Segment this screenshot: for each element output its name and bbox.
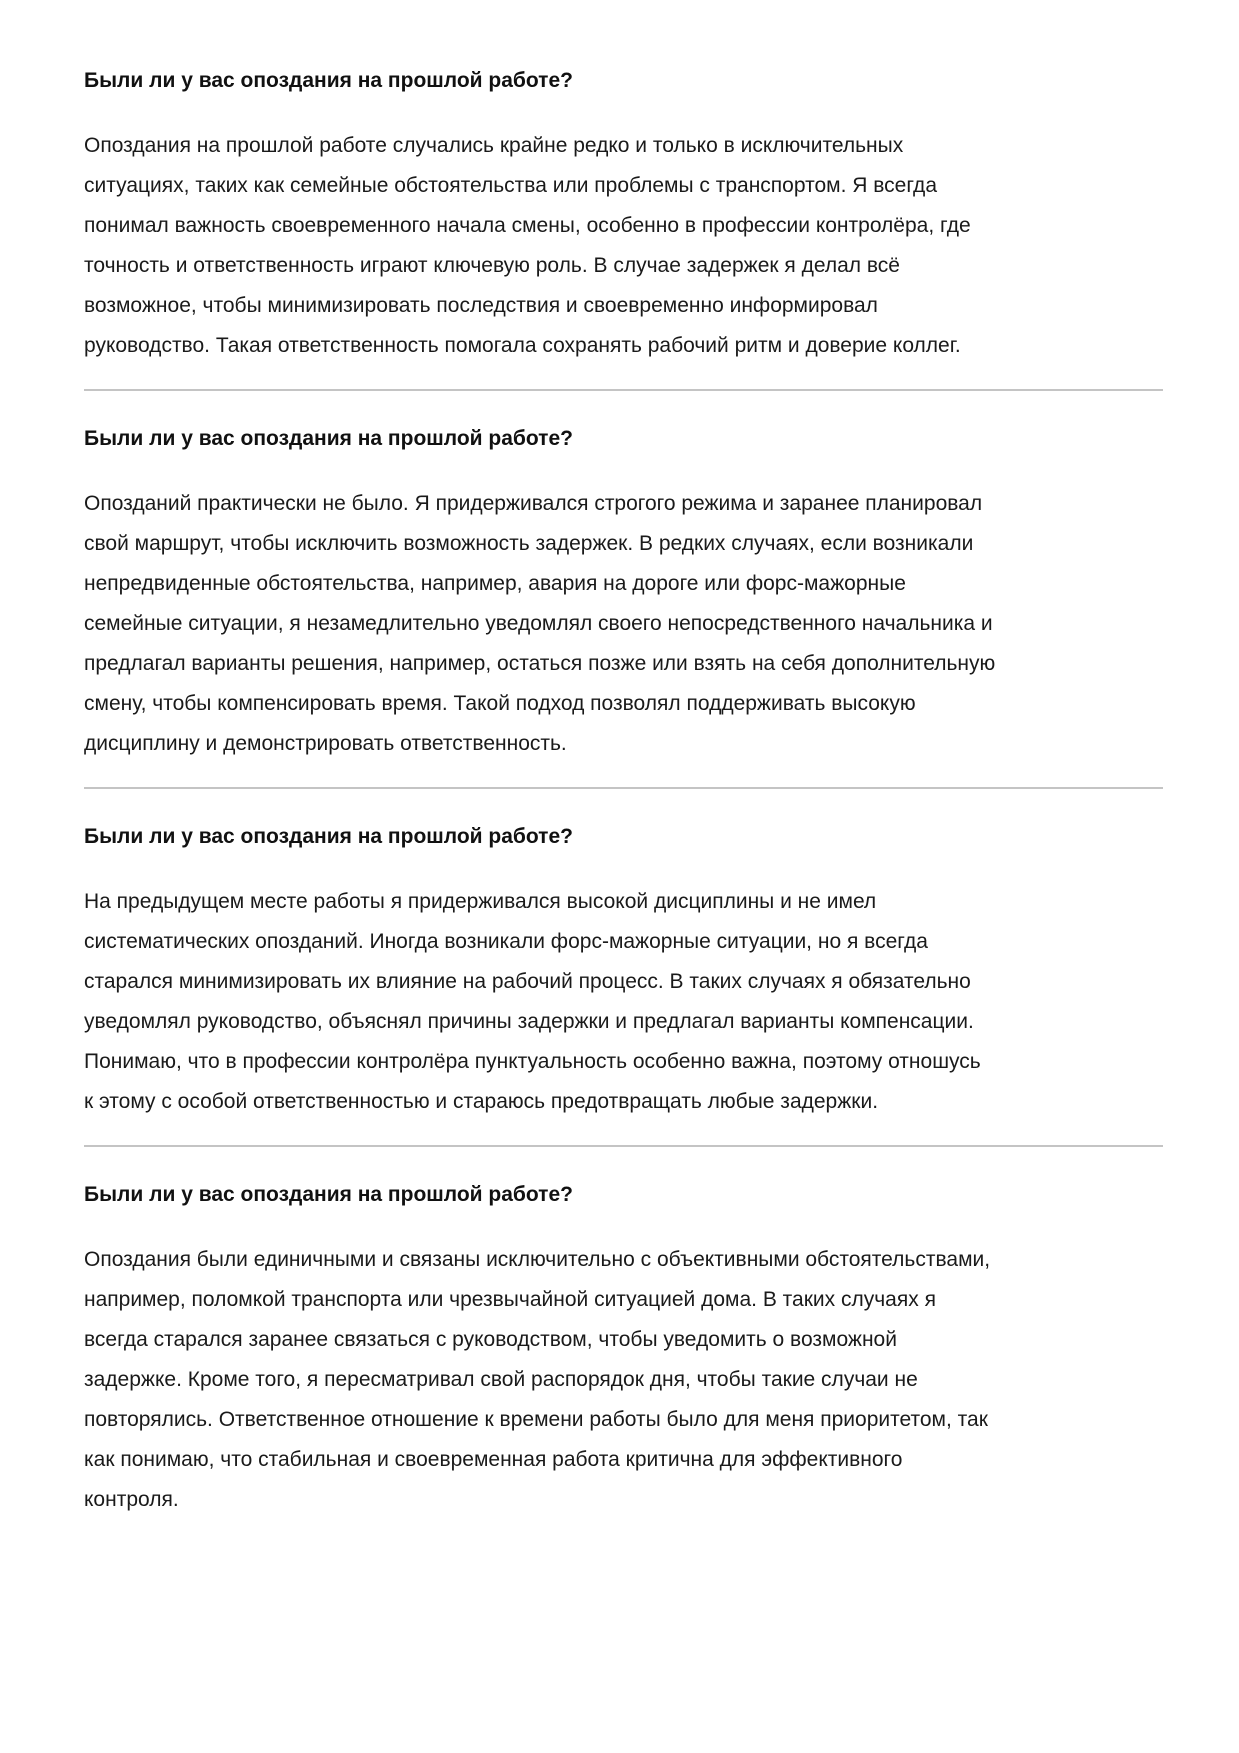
answer-line: руководство. Такая ответственность помогала сохранять рабочий ритм и доверие коллег.	[84, 334, 961, 357]
answer-line: повторялись. Ответственное отношение к времени работы было для меня приоритетом, так	[84, 1408, 988, 1431]
question-heading: Были ли у вас опоздания на прошлой работе?	[84, 1183, 573, 1206]
answer-line: семейные ситуации, я незамедлительно уведомлял своего непосредственного начальника и	[84, 612, 993, 635]
qa-section	[84, 817, 1163, 1122]
qa-section	[84, 419, 1163, 764]
answer-paragraph	[84, 882, 1163, 1122]
question-heading: Были ли у вас опоздания на прошлой работе?	[84, 69, 573, 92]
answer-paragraph	[84, 484, 1163, 764]
answer-line: например, поломкой транспорта или чрезвычайной ситуацией дома. В таких случаях я	[84, 1288, 936, 1311]
answer-line: к этому с особой ответственностью и стараюсь предотвращать любые задержки.	[84, 1090, 879, 1113]
answer-line: дисциплину и демонстрировать ответственность.	[84, 732, 567, 755]
qa-section	[84, 61, 1163, 366]
answer-line: На предыдущем месте работы я придерживался высокой дисциплины и не имел	[84, 890, 877, 913]
answer-line: понимал важность своевременного начала смены, особенно в профессии контролёра, где	[84, 214, 971, 237]
answer-line: непредвиденные обстоятельства, например, авария на дороге или форс-мажорные	[84, 572, 906, 595]
answer-line: как понимаю, что стабильная и своевременная работа критична для эффективного	[84, 1448, 903, 1471]
answer-line: Понимаю, что в профессии контролёра пунктуальность особенно важна, поэтому отношусь	[84, 1050, 981, 1073]
answer-line: точность и ответственность играют ключевую роль. В случае задержек я делал всё	[84, 254, 900, 277]
document-body	[84, 61, 1163, 1520]
section-divider	[84, 389, 1163, 391]
question-heading: Были ли у вас опоздания на прошлой работе?	[84, 427, 573, 450]
answer-line: уведомлял руководство, объяснял причины задержки и предлагал варианты компенсации.	[84, 1010, 974, 1033]
answer-paragraph	[84, 126, 1163, 366]
answer-line: Опоздания были единичными и связаны исключительно с объективными обстоятельствами,	[84, 1248, 991, 1271]
answer-paragraph	[84, 1240, 1163, 1520]
answer-line: Опоздания на прошлой работе случались крайне редко и только в исключительных	[84, 134, 904, 157]
answer-line: ситуациях, таких как семейные обстоятельства или проблемы с транспортом. Я всегда	[84, 174, 937, 197]
section-divider	[84, 787, 1163, 789]
section-divider	[84, 1145, 1163, 1147]
question-heading: Были ли у вас опоздания на прошлой работе?	[84, 825, 573, 848]
answer-line: систематических опозданий. Иногда возникали форс-мажорные ситуации, но я всегда	[84, 930, 928, 953]
answer-line: задержке. Кроме того, я пересматривал свой распорядок дня, чтобы такие случаи не	[84, 1368, 918, 1391]
answer-line: старался минимизировать их влияние на рабочий процесс. В таких случаях я обязательно	[84, 970, 971, 993]
answer-line: свой маршрут, чтобы исключить возможность задержек. В редких случаях, если возникали	[84, 532, 974, 555]
answer-line: предлагал варианты решения, например, остаться позже или взять на себя дополнительную	[84, 652, 996, 675]
answer-line: Опозданий практически не было. Я придерживался строгого режима и заранее планировал	[84, 492, 983, 515]
answer-line: всегда старался заранее связаться с руководством, чтобы уведомить о возможной	[84, 1328, 897, 1351]
answer-line: возможное, чтобы минимизировать последствия и своевременно информировал	[84, 294, 878, 317]
answer-line: смену, чтобы компенсировать время. Такой подход позволял поддерживать высокую	[84, 692, 916, 715]
qa-section	[84, 1175, 1163, 1520]
answer-line: контроля.	[84, 1488, 179, 1511]
